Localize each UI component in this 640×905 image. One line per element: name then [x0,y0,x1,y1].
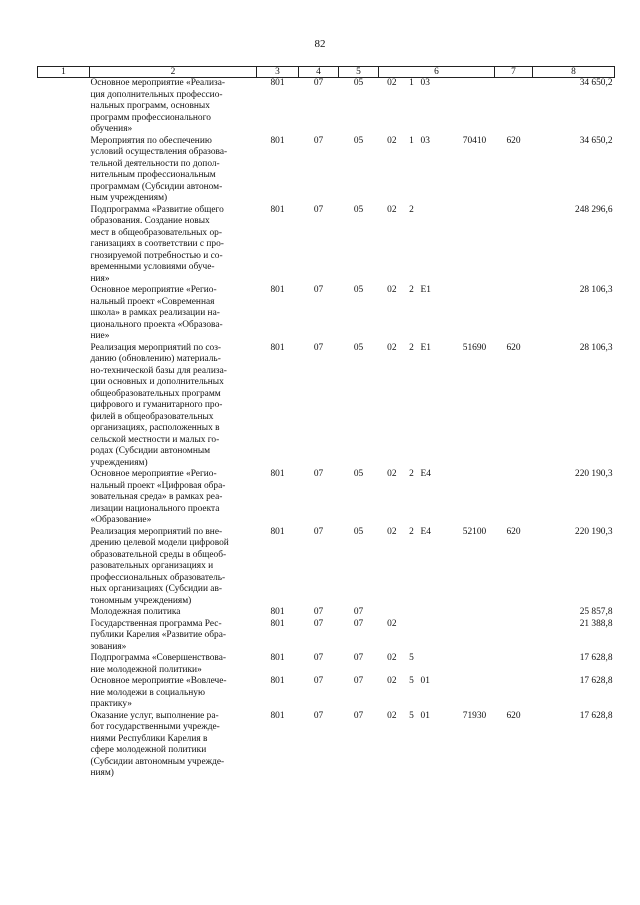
target-part-t1 [379,607,403,608]
target-part-t1: 02 [387,204,397,215]
row-name [90,653,257,676]
target-article-code [379,619,495,654]
row-name-line: Основное мероприятие «Регио- [90,469,217,479]
row-name-line: обучения» [90,124,133,134]
target-article-parts [379,527,495,539]
row-name-line: цифрового и гуманитарного про- [90,400,223,410]
target-part-t2: 2 [409,526,414,537]
empty-cell-col-1 [38,78,90,136]
row-name-line: нальный проект «Современная [90,296,215,307]
code-col-3: 801 [270,78,285,88]
row-name-line: ция дополнительных профессио- [90,89,223,100]
row-name-line: зовательная среда» в рамках реа- [90,492,223,502]
row-name-line: сфере молодежной политики [90,745,207,755]
table-row [38,711,615,780]
target-part-t4 [455,619,495,631]
code-col-7 [495,676,533,711]
amount: 17 628,8 [579,676,613,686]
row-name-line: Основное мероприятие «Вовлече- [90,676,227,686]
code-col-7: 620 [506,135,521,146]
table-row [38,78,615,136]
target-part-t4 [455,653,495,665]
row-name-line: программ профессионального [90,112,211,123]
target-article-code [379,607,495,619]
row-name-line: Основное мероприятие «Реализа- [90,78,225,88]
row-name-line: ных организациях (Субсидии ав- [90,584,223,594]
empty-cell-col-1 [38,653,90,676]
header-col-2: 2 [90,67,257,78]
code-col-4: 07 [313,285,324,295]
target-part-t2: 1 [409,78,414,88]
code-col-3: 801 [270,135,285,146]
row-name-line: нальных программ, основных [90,101,210,111]
code-col-3: 801 [270,285,285,295]
code-col-5: 07 [353,607,364,617]
target-part-t1: 02 [387,676,397,686]
target-part-t3: 03 [420,78,430,88]
row-name-line: временными условиями обуче- [90,262,215,272]
target-article-code [379,469,495,527]
target-article-parts [379,285,495,297]
row-name-line: филей в общеобразовательных [90,411,214,422]
row-name-line: ции основных и дополнительных [90,377,224,387]
empty-cell-col-1 [38,285,90,343]
row-name-line: школа» в рамках реализации на- [90,308,220,318]
header-col-1: 1 [38,67,90,78]
row-name-line: Реализация мероприятий по соз- [90,342,222,353]
empty-cell-col-1 [38,527,90,608]
target-article-parts [379,676,495,688]
target-part-t3: E1 [420,342,431,353]
target-article-parts [379,653,495,665]
code-col-7 [495,653,533,676]
code-col-3: 801 [270,607,285,617]
code-col-7 [495,469,533,527]
header-col-5: 5 [339,67,379,78]
row-name-line: публики Карелия «Развитие обра- [90,630,226,640]
code-col-5: 05 [353,204,364,215]
row-name-line: Подпрограмма «Совершенствова- [90,653,226,663]
row-name-line: ным учреждениям) [90,193,168,203]
amount: 17 628,8 [579,710,613,721]
target-part-t3: 03 [420,135,430,146]
target-article-code [379,343,495,470]
code-col-7 [495,285,533,343]
target-part-t3: 01 [420,676,430,686]
code-col-4: 07 [313,676,324,686]
target-part-t2: 5 [409,676,414,686]
target-part-t4: 70410 [462,135,487,146]
amount: 21 388,8 [579,618,613,629]
row-name-line: нительным профессиональным [90,170,216,180]
table-row [38,469,615,527]
row-name-line: условий осуществления образова- [90,147,228,157]
target-part-t3 [421,205,455,217]
target-part-t1: 02 [387,526,397,537]
empty-cell-col-1 [38,469,90,527]
target-part-t4 [455,285,495,297]
table-row [38,343,615,470]
row-name-line: разовательных организациях и [90,561,214,571]
row-name-line: «Образование» [90,515,152,525]
row-name-line: ционального проекта «Образова- [90,319,223,330]
row-name-line: ниями Республики Карелия в [90,733,208,744]
row-name-line: образования. Создание новых [90,216,210,226]
target-part-t2: 2 [409,285,414,295]
code-col-5: 07 [353,653,364,663]
target-article-parts [379,469,495,481]
row-name-line: Реализация мероприятий по вне- [90,526,223,537]
table-header [38,67,615,78]
code-col-5: 05 [353,342,364,353]
target-part-t1: 02 [387,653,397,663]
row-name-line: бот государственными учрежде- [90,722,220,732]
row-name-line: ганизациях в соответствии с про- [90,239,224,249]
target-part-t4: 71930 [462,710,487,721]
code-col-3: 801 [270,676,285,686]
target-part-t4 [455,469,495,481]
page-number: 82 [314,38,326,50]
code-col-4: 07 [313,607,324,617]
target-part-t3: E4 [420,526,431,537]
code-col-7: 620 [506,710,521,721]
code-col-5: 07 [353,676,364,686]
code-col-3: 801 [270,342,285,353]
empty-cell-col-1 [38,607,90,619]
target-article-parts [379,78,495,90]
empty-cell-col-1 [38,619,90,654]
target-part-t2: 2 [409,204,414,215]
code-col-7 [495,78,533,136]
row-name-line: ниям) [90,768,114,778]
row-name-line: организациях, расположенных в [90,423,220,433]
target-part-t1: 02 [387,285,397,295]
target-part-t2: 5 [409,653,414,663]
target-article-code [379,136,495,205]
row-name [90,136,257,205]
target-part-t2: 2 [409,342,414,353]
target-part-t4 [455,78,495,90]
header-col-8: 8 [533,67,615,78]
row-name [90,78,257,136]
amount: 25 857,8 [579,607,613,617]
row-name-line: дрению целевой модели цифровой [90,538,229,548]
row-name-line: тельной деятельности по допол- [90,158,220,169]
target-part-t2 [403,607,421,608]
code-col-4: 07 [313,526,324,537]
code-col-5: 07 [353,618,364,629]
header-col-7: 7 [495,67,533,78]
row-name-line: программам (Субсидии автоном- [90,181,223,192]
row-name-line: нальный проект «Цифровая обра- [90,480,226,491]
row-name [90,527,257,608]
empty-cell-col-1 [38,676,90,711]
amount: 28 106,3 [579,285,613,295]
row-name-line: ния» [90,273,110,284]
target-part-t2 [403,619,421,631]
row-name-line: общеобразовательных программ [90,388,221,399]
row-name-line: Мероприятия по обеспечению [90,135,212,146]
table-row [38,205,615,286]
code-col-3: 801 [270,710,285,721]
table-row [38,136,615,205]
target-article-code [379,78,495,136]
row-name-line: учреждениям) [90,457,148,468]
row-name-line: практику» [90,699,132,709]
row-name [90,676,257,711]
row-name-line: гнозируемой потребностью и со- [90,250,223,261]
code-col-7 [495,619,533,654]
target-part-t1: 02 [387,135,397,146]
code-col-7: 620 [506,342,521,353]
code-col-3: 801 [270,526,285,537]
code-col-3: 801 [270,653,285,663]
row-name [90,619,257,654]
target-part-t4: 51690 [462,342,487,353]
amount: 28 106,3 [579,342,613,353]
code-col-4: 07 [313,135,324,146]
row-name-line: Государственная программа Рес- [90,618,222,629]
target-part-t2: 1 [409,135,414,146]
code-col-5: 05 [353,135,364,146]
row-name-line: лизации национального проекта [90,503,220,514]
target-part-t1: 02 [387,710,397,721]
code-col-3: 801 [270,204,285,215]
code-col-7: 620 [506,526,521,537]
target-part-t3: E1 [420,285,431,295]
code-col-4: 07 [313,653,324,663]
target-part-t3 [421,607,455,608]
target-part-t1: 02 [387,342,397,353]
table-row [38,676,615,711]
target-article-code [379,711,495,780]
row-name-line: профессиональных образователь- [90,572,226,583]
row-name-line: ние» [90,331,110,341]
amount: 220 190,3 [575,526,613,537]
header-col-3: 3 [257,67,299,78]
target-part-t2: 2 [409,469,414,479]
target-article-code [379,205,495,286]
table-body [38,78,615,780]
code-col-3: 801 [270,618,285,629]
target-article-parts [379,205,495,217]
header-col-4: 4 [299,67,339,78]
code-col-4: 07 [313,204,324,215]
target-part-t1: 02 [387,78,397,88]
row-name-line: Оказание услуг, выполнение ра- [90,710,219,721]
target-article-code [379,285,495,343]
empty-cell-col-1 [38,205,90,286]
code-col-5: 05 [353,526,364,537]
row-name-line: данию (обновлению) материаль- [90,354,221,364]
row-name-line: родах (Субсидии автономным [90,446,211,456]
row-name-line: зования» [90,641,127,652]
code-col-3: 801 [270,469,285,479]
code-col-5: 05 [353,285,364,295]
row-name [90,711,257,780]
code-col-7 [495,205,533,286]
row-name-line: (Субсидии автономным учрежде- [90,756,225,767]
table-row [38,619,615,654]
target-article-parts [379,619,495,631]
row-name [90,343,257,470]
target-part-t3: E4 [420,469,431,479]
row-name [90,285,257,343]
target-part-t3: 01 [420,710,430,721]
budget-table [37,66,615,780]
target-article-parts [379,343,495,355]
code-col-5: 07 [353,710,364,721]
amount: 17 628,8 [579,653,613,663]
target-article-code [379,527,495,608]
row-name [90,469,257,527]
table-row [38,285,615,343]
target-part-t4 [455,676,495,688]
target-part-t3 [421,653,455,665]
row-name-line: Молодежная политика [90,607,181,617]
code-col-4: 07 [313,618,324,629]
row-name-line: Основное мероприятие «Регио- [90,285,217,295]
code-col-4: 07 [313,342,324,353]
header-row [38,67,615,78]
row-name-line: Подпрограмма «Развитие общего [90,204,224,215]
target-part-t4 [455,607,495,608]
target-part-t4 [455,205,495,217]
row-name-line: ние молодежной политики» [90,664,202,675]
amount: 34 650,2 [579,78,613,88]
amount: 34 650,2 [579,135,613,146]
target-article-code [379,676,495,711]
row-name-line: тономным учреждениям) [90,595,192,606]
target-part-t3 [421,619,455,631]
row-name-line: сельской местности и малых го- [90,434,220,445]
table-row [38,607,615,619]
row-name [90,205,257,286]
amount: 248 296,6 [575,204,613,215]
target-part-t4: 52100 [462,526,487,537]
header-col-6: 6 [379,67,495,78]
target-article-code [379,653,495,676]
table-row [38,527,615,608]
empty-cell-col-1 [38,136,90,205]
row-name-line: ние молодежи в социальную [90,687,205,698]
code-col-5: 05 [353,78,364,88]
amount: 220 190,3 [575,469,613,479]
code-col-7 [495,607,533,619]
empty-cell-col-1 [38,711,90,780]
row-name-line: образовательной среды в общеоб- [90,549,227,560]
code-col-5: 05 [353,469,364,479]
row-name [90,607,257,619]
row-name-line: но-технической базы для реализа- [90,365,227,376]
row-name-line: мест в общеобразовательных ор- [90,227,222,238]
empty-cell-col-1 [38,343,90,470]
target-part-t1: 02 [387,618,397,629]
target-part-t2: 5 [409,710,414,721]
table-row [38,653,615,676]
target-article-parts [379,607,495,608]
target-article-parts [379,711,495,723]
target-article-parts [379,136,495,148]
code-col-4: 07 [313,78,324,88]
code-col-4: 07 [313,710,324,721]
target-part-t1: 02 [387,469,397,479]
code-col-4: 07 [313,469,324,479]
